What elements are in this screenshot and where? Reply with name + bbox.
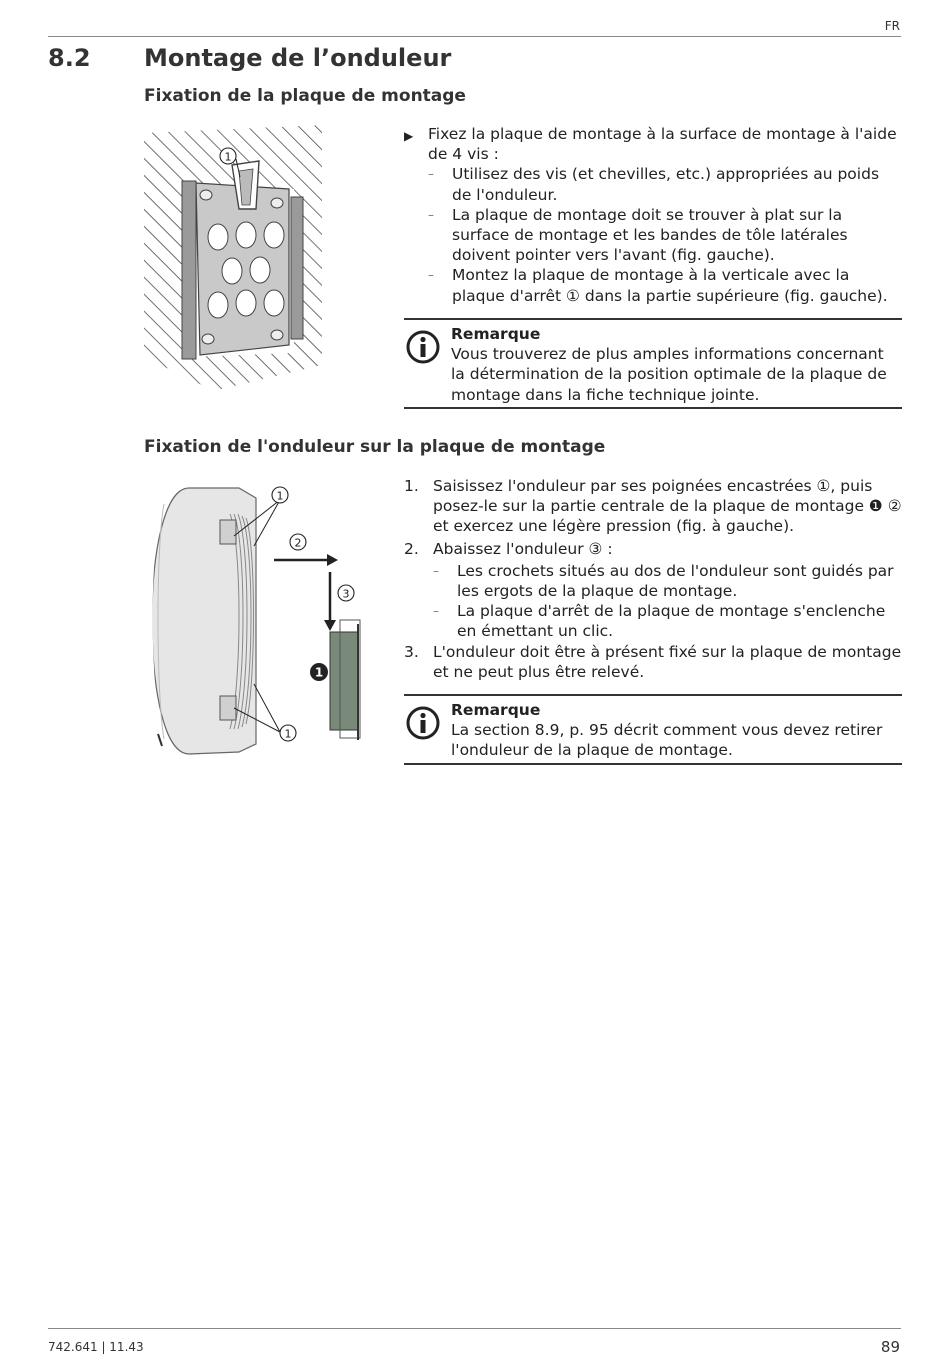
note-title: Remarque [451, 701, 541, 719]
mounting-plate-figure [144, 125, 329, 393]
list-item-text: Les crochets situés au dos de l'onduleur sont guidés par les ergots de la plaque de montage. [457, 561, 894, 601]
callout-label: 1 [276, 489, 284, 503]
arrow-down-icon [324, 620, 336, 631]
dash-bullet-icon: – [428, 268, 434, 283]
callout-label: 3 [342, 587, 350, 601]
note-box [404, 694, 902, 765]
callout-label: 1 [224, 150, 232, 164]
step-number: 2. [404, 539, 419, 558]
document-reference: 742.641 | 11.43 [48, 1340, 144, 1354]
list-item [404, 601, 902, 641]
list-item [404, 561, 902, 601]
info-icon [406, 706, 440, 740]
section-title: Montage de l’onduleur [144, 44, 452, 72]
inverter-mounting-figure [144, 484, 364, 759]
instructions-mounting-plate [404, 124, 902, 306]
subheading-inverter-on-plate: Fixation de l'onduleur sur la plaque de montage [144, 437, 606, 457]
callout-label: 1 [284, 727, 292, 741]
note-text: La section 8.9, p. 95 décrit comment vous devez retirer l'onduleur de la plaque de montage. [451, 721, 883, 760]
step-text: Abaissez l'onduleur ③ : [433, 539, 613, 558]
header-rule [48, 36, 901, 37]
arrow-right-icon [327, 554, 338, 566]
info-icon [406, 330, 440, 364]
list-item [404, 164, 902, 204]
step-number: 1. [404, 477, 419, 495]
instructions-inverter [404, 476, 902, 682]
list-item-text: La plaque d'arrêt de la plaque de montage s'enclenche en émettant un clic. [457, 602, 886, 641]
language-tag: FR [884, 19, 900, 33]
callout-label: 1 [314, 665, 324, 680]
callout-label: 2 [294, 536, 302, 550]
list-item-text: Utilisez des vis (et chevilles, etc.) appropriées au poids de l'onduleur. [452, 165, 880, 204]
note-box [404, 318, 902, 409]
triangle-bullet-icon: ▶ [404, 129, 414, 143]
step-text: L'onduleur doit être à présent fixé sur la plaque de montage et ne peut plus être relevé. [433, 642, 902, 681]
step-item [404, 539, 902, 559]
dash-bullet-icon: – [428, 167, 434, 182]
list-item-text: Montez la plaque de montage à la verticale avec la plaque d'arrêt ① dans la partie supérieure (fig. gauche). [452, 266, 888, 305]
instruction-intro [404, 124, 902, 164]
step-number: 3. [404, 642, 419, 661]
list-item [404, 265, 902, 305]
subheading-mounting-plate: Fixation de la plaque de montage [144, 86, 466, 106]
list-item [404, 205, 902, 266]
list-item-text: La plaque de montage doit se trouver à plat sur la surface de montage et les bandes de tôle latérales doivent pointer vers l'avant (fig. gauche). [452, 205, 848, 265]
intro-text: Fixez la plaque de montage à la surface de montage à l'aide de 4 vis : [428, 125, 897, 164]
note-title: Remarque [451, 325, 541, 343]
page-number: 89 [880, 1338, 900, 1356]
dash-bullet-icon: – [428, 207, 434, 222]
dash-bullet-icon: – [433, 563, 439, 578]
note-text: Vous trouverez de plus amples informations concernant la détermination de la position optimale de la plaque de montage dans la fiche technique jointe. [451, 345, 887, 404]
dash-bullet-icon: – [433, 604, 439, 619]
footer-rule [48, 1328, 901, 1329]
section-number: 8.2 [48, 44, 91, 72]
step-text: Saisissez l'onduleur par ses poignées encastrées ①, puis posez-le sur la partie centrale de la plaque de montage ❶ ② et exercez une légère pression (fig. à gauche). [433, 477, 902, 536]
step-item [404, 476, 902, 537]
step-item [404, 642, 902, 682]
